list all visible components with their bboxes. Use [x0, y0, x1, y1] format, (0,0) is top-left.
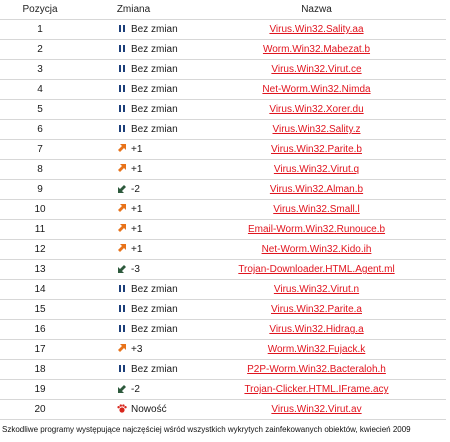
down-arrow-icon	[117, 384, 127, 393]
change-label: Bez zmian	[131, 84, 178, 95]
change-cell	[80, 200, 187, 220]
name-cell	[187, 160, 446, 180]
change-cell	[80, 140, 187, 160]
malware-name-link[interactable]: Virus.Win32.Virut.q	[273, 164, 360, 175]
position-cell: 4	[0, 80, 80, 100]
up-arrow-icon	[117, 244, 127, 253]
position-cell: 16	[0, 320, 80, 340]
change-label: Bez zmian	[131, 304, 178, 315]
position-cell: 18	[0, 360, 80, 380]
malware-name-link[interactable]: Worm.Win32.Mabezat.b	[262, 44, 371, 55]
name-cell	[187, 20, 446, 40]
name-cell	[187, 320, 446, 340]
table-row	[0, 100, 446, 120]
table-row	[0, 240, 446, 260]
name-cell	[187, 360, 446, 380]
position-cell: 5	[0, 100, 80, 120]
position-cell: 2	[0, 40, 80, 60]
change-label: -3	[131, 264, 140, 275]
position-cell: 13	[0, 260, 80, 280]
table-row	[0, 340, 446, 360]
table-row	[0, 200, 446, 220]
no-change-icon	[117, 324, 127, 333]
malware-name-link[interactable]: Virus.Win32.Parite.a	[271, 304, 362, 315]
name-cell	[187, 380, 446, 400]
position-cell: 12	[0, 240, 80, 260]
name-cell	[187, 340, 446, 360]
table-row	[0, 120, 446, 140]
name-cell	[187, 220, 446, 240]
up-arrow-icon	[117, 344, 127, 353]
header-row	[0, 0, 446, 20]
name-cell	[187, 40, 446, 60]
table-body	[0, 20, 446, 420]
change-label: Bez zmian	[131, 284, 178, 295]
change-cell	[80, 380, 187, 400]
table-row	[0, 300, 446, 320]
position-cell: 7	[0, 140, 80, 160]
malware-name-link[interactable]: Trojan-Clicker.HTML.IFrame.acy	[244, 384, 389, 395]
position-cell: 3	[0, 60, 80, 80]
table-row	[0, 140, 446, 160]
change-label: Bez zmian	[131, 324, 178, 335]
table-row	[0, 60, 446, 80]
change-label: Bez zmian	[131, 124, 178, 135]
change-cell	[80, 320, 187, 340]
malware-name-link[interactable]: Virus.Win32.Virut.n	[273, 284, 360, 295]
name-cell	[187, 240, 446, 260]
change-label: +1	[131, 244, 143, 255]
change-label: +1	[131, 164, 143, 175]
change-cell	[80, 80, 187, 100]
malware-name-link[interactable]: Virus.Win32.Xorer.du	[269, 104, 364, 115]
change-label: +1	[131, 204, 143, 215]
malware-name-link[interactable]: Worm.Win32.Fujack.k	[267, 344, 366, 355]
change-cell	[80, 180, 187, 200]
malware-name-link[interactable]: Virus.Win32.Sality.aa	[269, 24, 364, 35]
change-cell	[80, 100, 187, 120]
change-cell	[80, 220, 187, 240]
change-label: Nowość	[131, 404, 167, 415]
change-cell	[80, 260, 187, 280]
position-cell: 10	[0, 200, 80, 220]
up-arrow-icon	[117, 204, 127, 213]
table-row	[0, 220, 446, 240]
malware-name-link[interactable]: Virus.Win32.Small.l	[273, 204, 360, 215]
name-cell	[187, 280, 446, 300]
malware-name-link[interactable]: Virus.Win32.Parite.b	[271, 144, 362, 155]
change-cell	[80, 280, 187, 300]
change-cell	[80, 300, 187, 320]
name-cell	[187, 140, 446, 160]
position-cell: 9	[0, 180, 80, 200]
change-cell	[80, 40, 187, 60]
down-arrow-icon	[117, 184, 127, 193]
change-label: +1	[131, 224, 143, 235]
header-position: Pozycja	[0, 0, 80, 20]
change-label: +1	[131, 144, 143, 155]
new-entry-icon	[117, 404, 127, 413]
no-change-icon	[117, 124, 127, 133]
no-change-icon	[117, 104, 127, 113]
change-label: -2	[131, 184, 140, 195]
position-cell: 14	[0, 280, 80, 300]
no-change-icon	[117, 24, 127, 33]
change-cell	[80, 120, 187, 140]
table-row	[0, 40, 446, 60]
malware-name-link[interactable]: Net-Worm.Win32.Nimda	[262, 84, 371, 95]
table-row	[0, 380, 446, 400]
up-arrow-icon	[117, 224, 127, 233]
no-change-icon	[117, 84, 127, 93]
table-row	[0, 160, 446, 180]
position-cell: 8	[0, 160, 80, 180]
table-row	[0, 80, 446, 100]
malware-name-link[interactable]: Email-Worm.Win32.Runouce.b	[247, 224, 386, 235]
name-cell	[187, 60, 446, 80]
name-cell	[187, 100, 446, 120]
change-cell	[80, 400, 187, 420]
name-cell	[187, 80, 446, 100]
table-row	[0, 280, 446, 300]
malware-name-link[interactable]: Virus.Win32.Sality.z	[272, 124, 361, 135]
malware-name-link[interactable]: Net-Worm.Win32.Kido.ih	[261, 244, 372, 255]
change-label: Bez zmian	[131, 44, 178, 55]
malware-name-link[interactable]: Virus.Win32.Virut.ce	[271, 64, 362, 75]
malware-name-link[interactable]: Trojan-Downloader.HTML.Agent.ml	[238, 264, 395, 275]
no-change-icon	[117, 284, 127, 293]
change-label: Bez zmian	[131, 364, 178, 375]
name-cell	[187, 300, 446, 320]
name-cell	[187, 400, 446, 420]
position-cell: 20	[0, 400, 80, 420]
table-row	[0, 400, 446, 420]
table-row	[0, 320, 446, 340]
no-change-icon	[117, 44, 127, 53]
name-cell	[187, 260, 446, 280]
no-change-icon	[117, 364, 127, 373]
position-cell: 17	[0, 340, 80, 360]
no-change-icon	[117, 304, 127, 313]
name-cell	[187, 120, 446, 140]
malware-name-link[interactable]: Virus.Win32.Hidrag.a	[269, 324, 364, 335]
up-arrow-icon	[117, 144, 127, 153]
table-caption: Szkodliwe programy występujące najczęściej wśród wszystkich wykrytych zainfekowanych obiektów, kwiecień 2009	[2, 425, 411, 434]
malware-name-link[interactable]: P2P-Worm.Win32.Bacteraloh.h	[247, 364, 386, 375]
change-label: Bez zmian	[131, 24, 178, 35]
position-cell: 1	[0, 20, 80, 40]
change-cell	[80, 20, 187, 40]
position-cell: 6	[0, 120, 80, 140]
no-change-icon	[117, 64, 127, 73]
change-cell	[80, 240, 187, 260]
position-cell: 15	[0, 300, 80, 320]
table-row	[0, 180, 446, 200]
down-arrow-icon	[117, 264, 127, 273]
header-name: Nazwa	[187, 0, 446, 20]
change-cell	[80, 160, 187, 180]
up-arrow-icon	[117, 164, 127, 173]
change-cell	[80, 60, 187, 80]
name-cell	[187, 200, 446, 220]
change-cell	[80, 360, 187, 380]
change-label: Bez zmian	[131, 104, 178, 115]
header-change: Zmiana	[80, 0, 187, 20]
change-label: Bez zmian	[131, 64, 178, 75]
position-cell: 11	[0, 220, 80, 240]
position-cell: 19	[0, 380, 80, 400]
table-row	[0, 260, 446, 280]
malware-name-link[interactable]: Virus.Win32.Virut.av	[271, 404, 362, 415]
table-row	[0, 20, 446, 40]
malware-name-link[interactable]: Virus.Win32.Alman.b	[269, 184, 364, 195]
change-cell	[80, 340, 187, 360]
change-label: +3	[131, 344, 143, 355]
table-row	[0, 360, 446, 380]
name-cell	[187, 180, 446, 200]
change-label: -2	[131, 384, 140, 395]
